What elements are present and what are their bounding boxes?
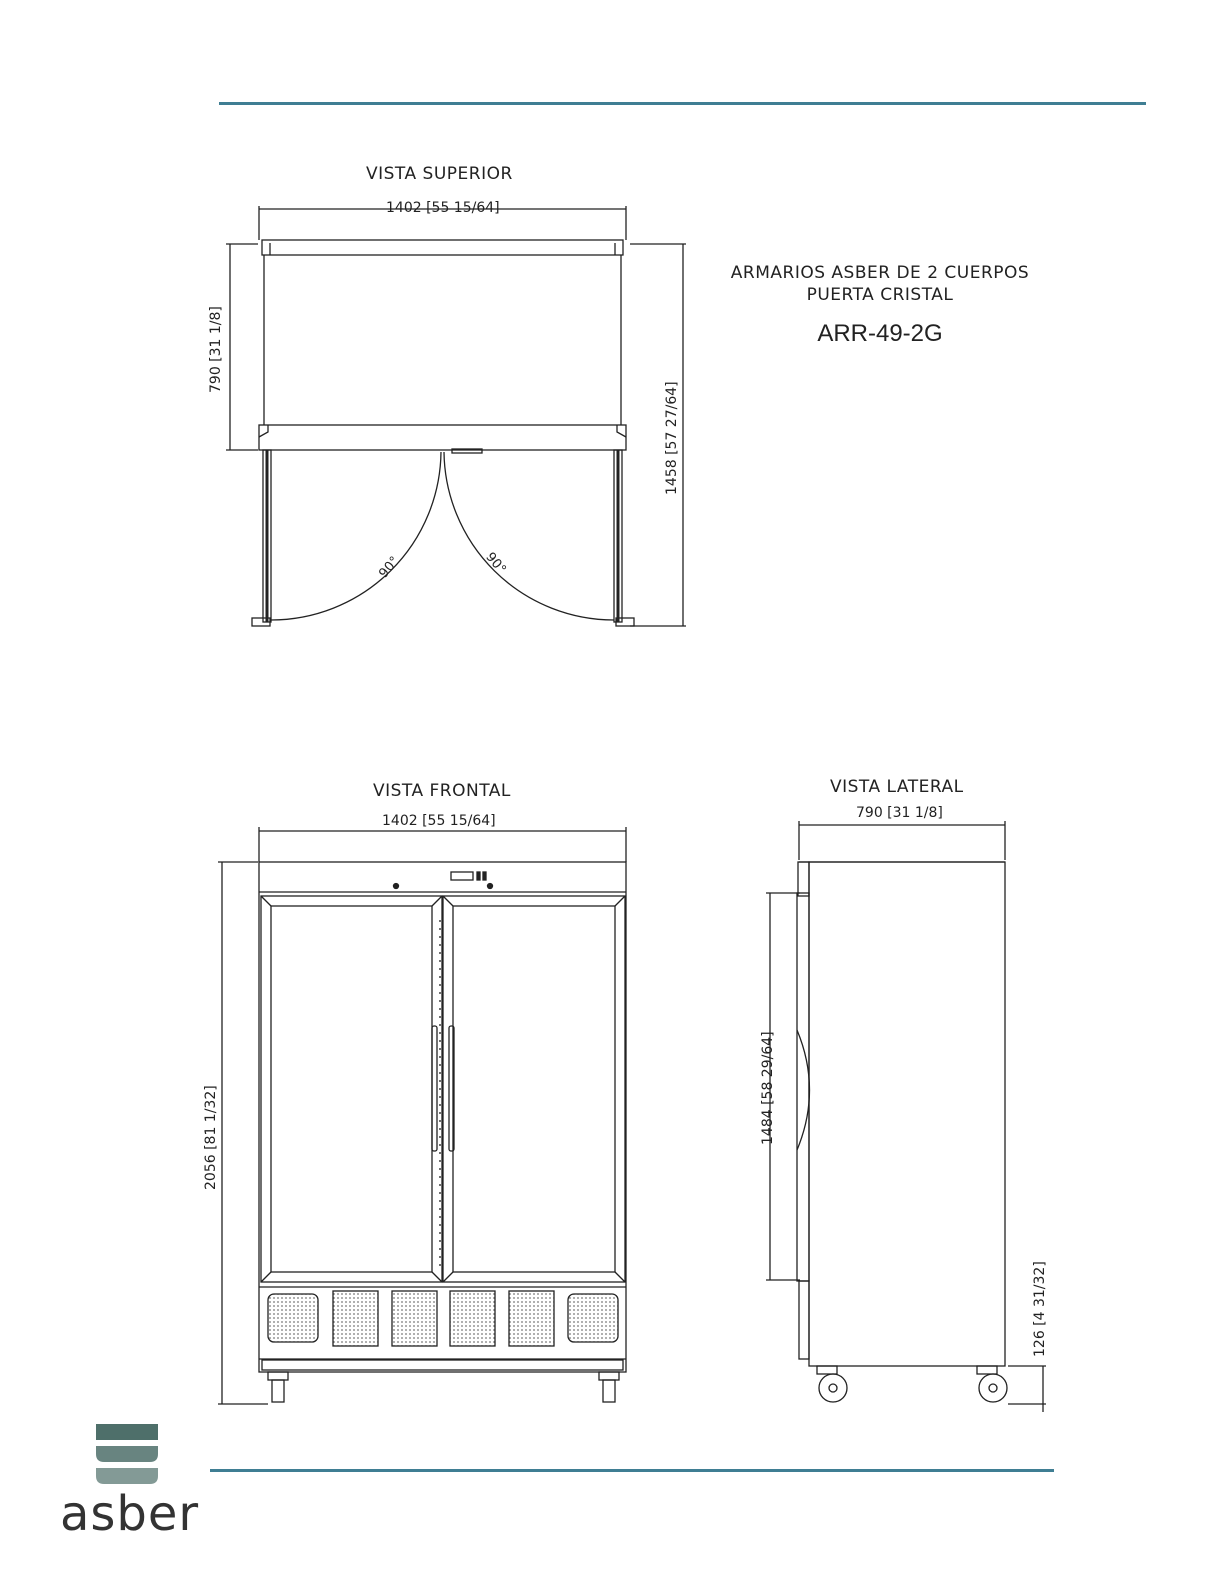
side-view-drawing (766, 821, 1046, 1412)
front-view-drawing (218, 827, 626, 1404)
side-base-height-dim: 126 [4 31/32] (1032, 1261, 1048, 1357)
side-view-title: VISTA LATERAL (830, 777, 964, 797)
front-view-title: VISTA FRONTAL (373, 781, 511, 801)
top-width-dim: 1402 [55 15/64] (386, 200, 500, 216)
asber-logo-text: asber (60, 1486, 200, 1542)
top-open-depth-dim: 1458 [57 27/64] (664, 381, 680, 495)
angle-left-label: 90° (376, 553, 403, 582)
side-door-height-dim: 1484 [58 29/64] (760, 1028, 776, 1148)
side-depth-dim: 790 [31 1/8] (856, 805, 943, 821)
front-height-dim: 2056 [81 1/32] (203, 1085, 219, 1190)
product-line-1: ARMARIOS ASBER DE 2 CUERPOS (730, 263, 1030, 283)
front-width-dim: 1402 [55 15/64] (382, 813, 496, 829)
model-number: ARR-49-2G (817, 320, 943, 347)
asber-logo-mark (96, 1424, 158, 1484)
top-view-drawing (226, 206, 686, 626)
angle-right-label: 90° (482, 549, 509, 578)
product-line-2: PUERTA CRISTAL (806, 285, 954, 305)
top-depth-dim: 790 [31 1/8] (208, 306, 224, 393)
top-view-title: VISTA SUPERIOR (366, 164, 513, 184)
